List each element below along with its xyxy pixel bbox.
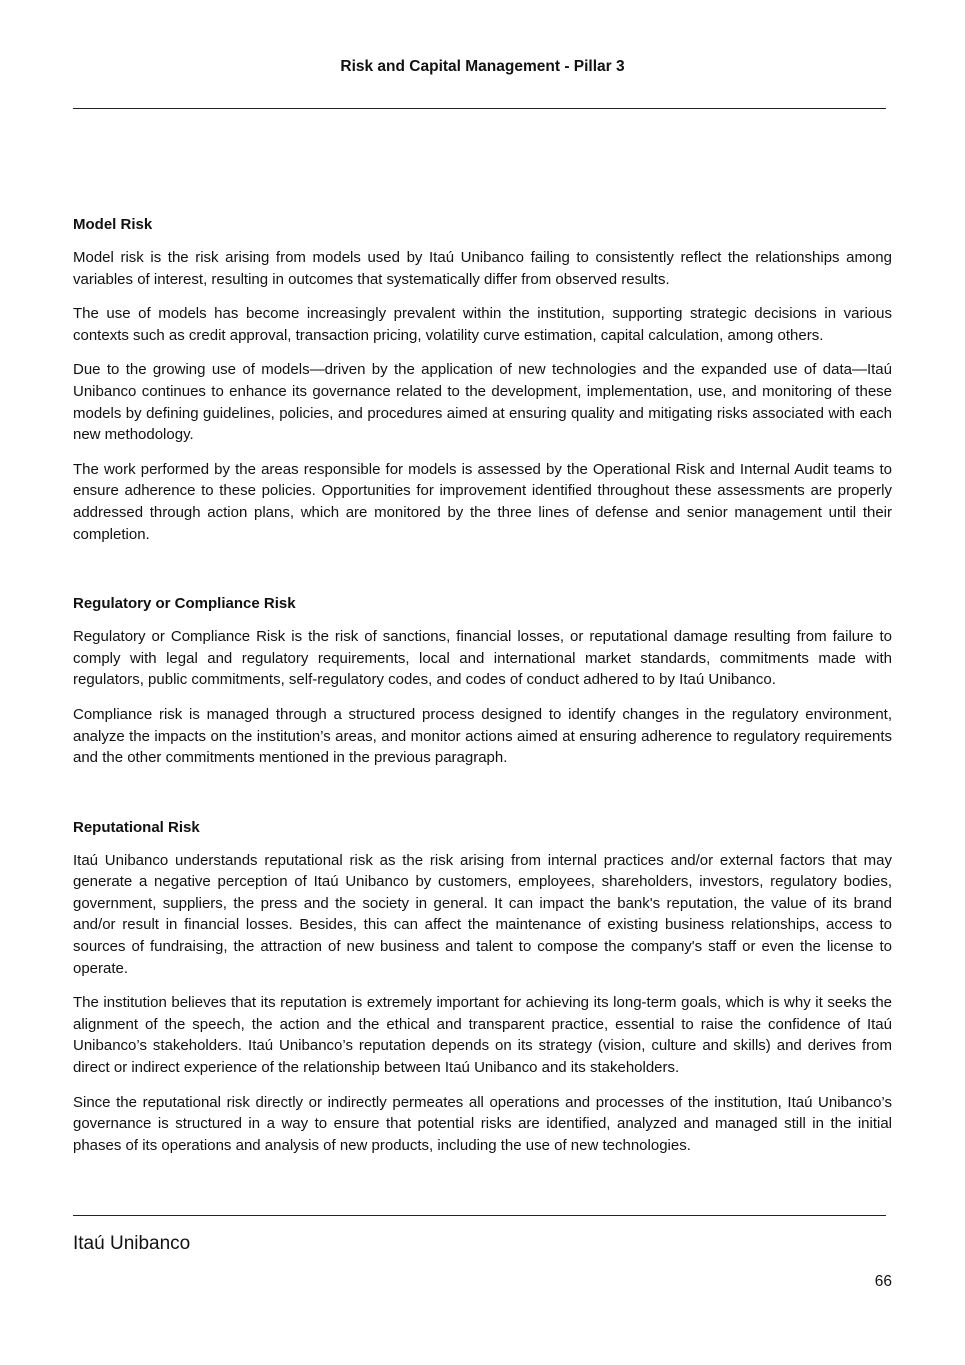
section-heading: Model Risk xyxy=(73,216,153,233)
page-number: 66 xyxy=(874,1273,892,1290)
section-heading: Reputational Risk xyxy=(73,818,200,836)
paragraph: Itaú Unibanco understands reputational risk as the risk arising from internal practices and/or external factors that may generate a negative perception of Itaú Unibanco by customers, employees, shareholders, investors, regulatory bodies, government, suppliers, the press and the society in general. It can impact the bank's reputation, the value of its brand and/or result in financial losses. Besides, this can affect the maintenance of existing business relationships, access to sources of fundraising, the attraction of new business and talent to compose the company's staff or even the license to operate. xyxy=(73,851,892,977)
paragraph: Due to the growing use of models—driven by the application of new technologies and the expanded use of data—Itaú Unibanco continues to enhance its governance related to the development, implementation, use, and monitoring of these models by defining guidelines, policies, and procedures aimed at ensuring quality and mitigating risks associated with each new methodology. xyxy=(73,361,892,444)
footer-brand: Itaú Unibanco xyxy=(73,1233,191,1254)
paragraph: Regulatory or Compliance Risk is the risk of sanctions, financial losses, or reputational damage resulting from failure to comply with legal and regulatory requirements, local and international market standards, commitments made with regulators, public commitments, self-regulatory codes, and codes of conduct adhered to by Itaú Unibanco. xyxy=(73,628,892,689)
paragraph: Compliance risk is managed through a structured process designed to identify changes in the regulatory environment, analyze the impacts on the institution’s areas, and monitor actions aimed at ensuring adherence to regulatory requirements and the other commitments mentioned in the previous paragraph. xyxy=(73,705,892,767)
paragraph: The work performed by the areas responsible for models is assessed by the Operational Risk and Internal Audit teams to ensure adherence to these policies. Opportunities for improvement identified throughout these assessments are properly addressed through action plans, which are monitored by the three lines of defense and senior management until their completion. xyxy=(73,460,892,543)
section-reputational-risk xyxy=(73,818,892,1157)
header-divider xyxy=(73,108,886,109)
section-regulatory-compliance-risk xyxy=(73,594,892,769)
page-header-title: Risk and Capital Management - Pillar 3 xyxy=(340,58,625,75)
footer-divider xyxy=(73,1215,886,1216)
document-body xyxy=(73,215,892,1169)
paragraph: Model risk is the risk arising from models used by Itaú Unibanco failing to consistently reflect the relationships among variables of interest, resulting in outcomes that systematically differ from observed results. xyxy=(73,249,892,288)
paragraph: The institution believes that its reputation is extremely important for achieving its long-term goals, which is why it seeks the alignment of the speech, the action and the ethical and transparent practice, essential to raise the confidence of Itaú Unibanco’s stakeholders. Itaú Unibanco’s reputation depends on its strategy (vision, culture and skills) and derives from direct or indirect experience of the relationship between Itaú Unibanco and its stakeholders. xyxy=(73,994,892,1077)
section-heading: Regulatory or Compliance Risk xyxy=(73,595,296,613)
section-model-risk xyxy=(73,215,892,545)
paragraph: The use of models has become increasingly prevalent within the institution, supporting strategic decisions in various contexts such as credit approval, transaction pricing, volatility curve estimation, capital calculation, among others. xyxy=(73,305,892,344)
paragraph: Since the reputational risk directly or indirectly permeates all operations and processes of the institution, Itaú Unibanco’s governance is structured in a way to ensure that potential risks are identified, analyzed and managed still in the initial phases of its operations and analysis of new products, including the use of new technologies. xyxy=(73,1093,892,1154)
